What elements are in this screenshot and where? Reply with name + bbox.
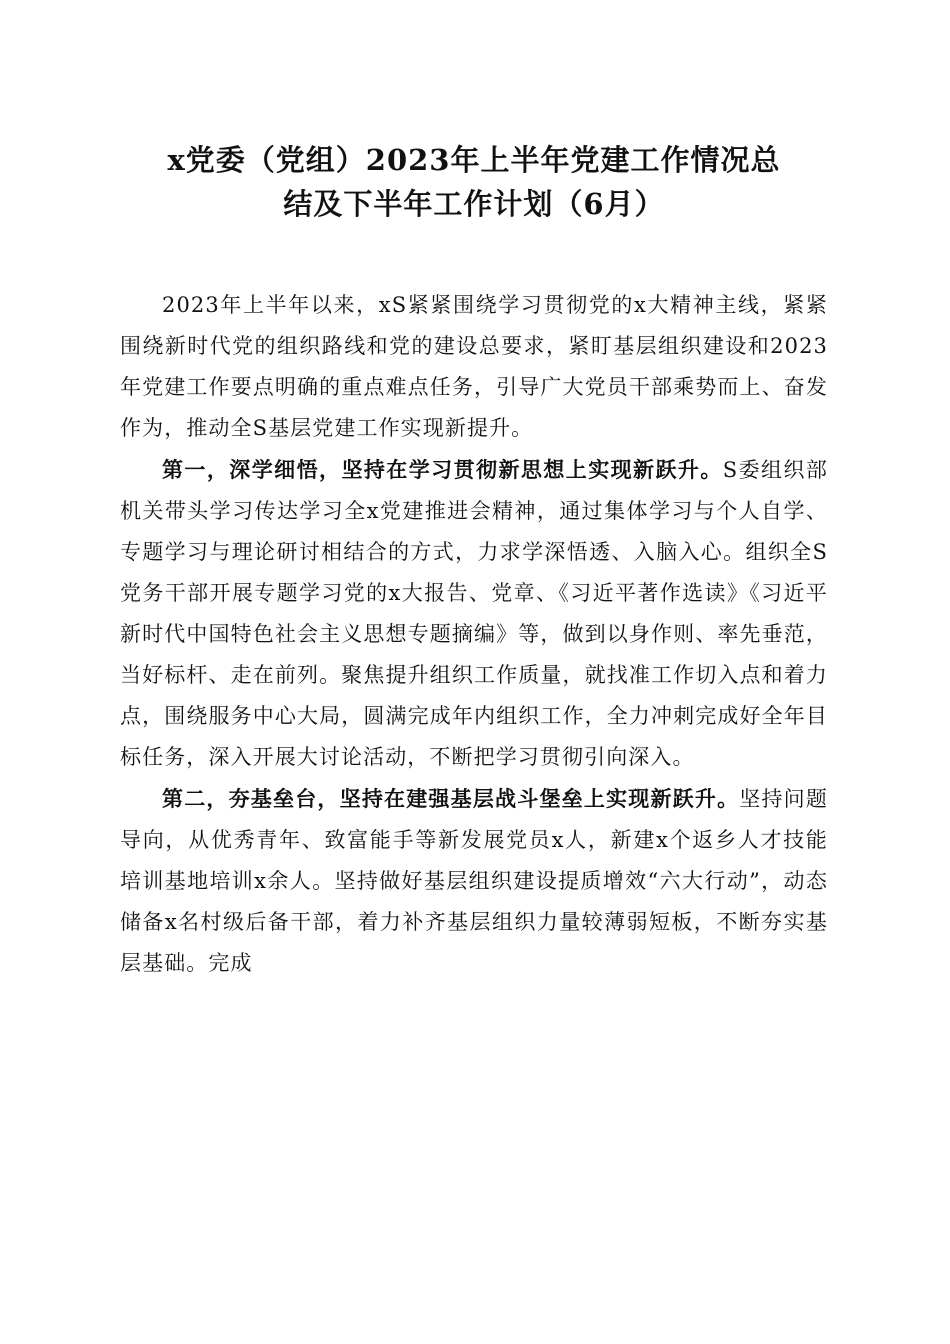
title-line-1: x党委（党组）2023年上半年党建工作情况总: [167, 143, 781, 177]
document-page: [120, 138, 828, 984]
paragraph-first: [120, 449, 828, 778]
paragraph-intro: [120, 284, 828, 449]
paragraph-text: 坚持问题导向，从优秀青年、致富能手等新发展党员x人，新建x个返乡人才技能培训基地培训x余人。坚持做好基层组织建设提质增效“六大行动”，动态储备x名村级后备干部，着力补齐基层组织力量较薄弱短板，不断夯实基层基础。完成: [120, 787, 828, 975]
paragraph-lead: 第一，深学细悟，坚持在学习贯彻新思想上实现新跃升。: [162, 457, 723, 482]
title-line-2: 结及下半年工作计划（6月）: [283, 187, 665, 221]
paragraph-second: [120, 778, 828, 984]
document-title: [120, 138, 828, 226]
paragraph-text: S委组织部机关带头学习传达学习全x党建推进会精神，通过集体学习与个人自学、专题学习与理论研讨相结合的方式，力求学深悟透、入脑入心。组织全S党务干部开展专题学习党的x大报告、党章、《习近平著作选读》《习近平新时代中国特色社会主义思想专题摘编》等，做到以身作则、率先垂范，当好标杆、走在前列。聚焦提升组织工作质量，就找准工作切入点和着力点，围绕服务中心大局，圆满完成年内组织工作，全力冲刺完成好全年目标任务，深入开展大讨论活动，不断把学习贯彻引向深入。: [120, 458, 828, 769]
document-body: [120, 284, 828, 984]
paragraph-text: 2023年上半年以来，xS紧紧围绕学习贯彻党的x大精神主线，紧紧围绕新时代党的组织路线和党的建设总要求，紧盯基层组织建设和2023年党建工作要点明确的重点难点任务，引导广大党员干部乘势而上、奋发作为，推动全S基层党建工作实现新提升。: [120, 293, 828, 440]
paragraph-lead: 第二，夯基垒台，坚持在建强基层战斗堡垒上实现新跃升。: [162, 786, 740, 811]
